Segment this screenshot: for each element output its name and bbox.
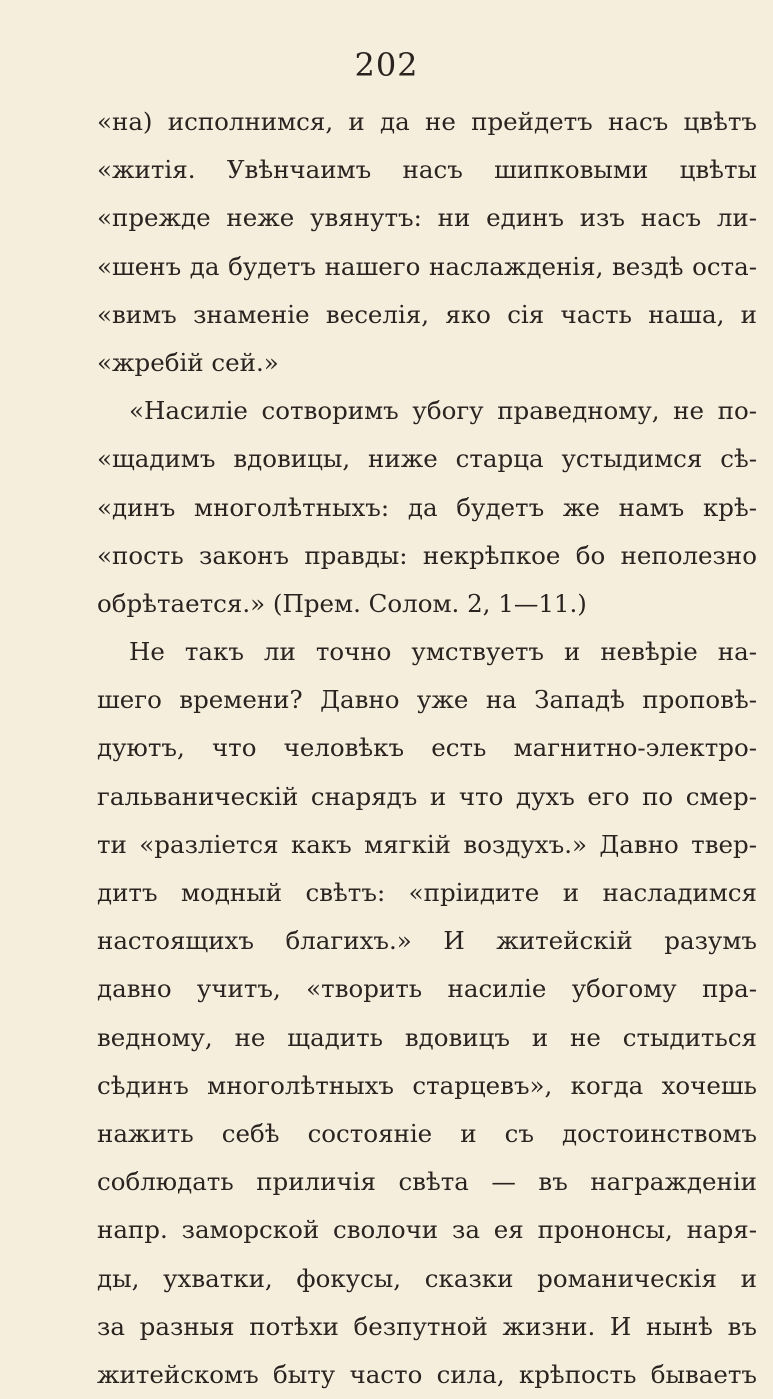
text-line: житейскомъ быту часто сила, крѣпость бываетъ [97,1359,757,1389]
text-line: «на) исполнимся, и да не прейдетъ насъ цвѣтъ [97,107,757,136]
text-line: дитъ модный свѣтъ: «пріидите и насладимся [97,878,757,907]
text-line: соблюдать приличія свѣта — въ награжденіи [97,1167,757,1197]
text-line: давно учитъ, «творить насиліе убогому пра- [97,974,757,1004]
text-line: шего времени? Давно уже на Западѣ проповѣ- [97,685,757,715]
text-line: настоящихъ благихъ.» И житейскій разумъ [97,926,757,956]
text-line: сѣдинъ многолѣтныхъ старцевъ», когда хочешь [97,1070,757,1100]
text-line: «жребій сей.» [97,347,279,377]
text-line: «динъ многолѣтныхъ: да будетъ же намъ крѣ- [97,492,757,522]
text-line: за разныя потѣхи безпутной жизни. И нынѣ въ [97,1311,757,1341]
text-line: ти «разліется какъ мягкій воздухъ.» Давно твер- [97,829,757,859]
paragraph-start-line: Не такъ ли точно умствуетъ и невѣріе на- [129,637,757,667]
text-line: дуютъ, что человѣкъ есть магнитно-электро- [97,733,757,763]
text-line: «вимъ знаменіе веселія, яко сія часть наша, и [97,299,757,329]
text-line: «щадимъ вдовицы, ниже старца устыдимся сѣ- [97,444,757,474]
text-line: ды, ухватки, фокусы, сказки романическія и [97,1263,757,1293]
page-body-text [97,98,757,1399]
text-line: гальваническій снарядъ и что духъ его по смер- [97,781,757,811]
page-number: 202 [354,46,419,84]
paragraph-start-line: «Насиліе сотворимъ убогу праведному, не по- [129,396,757,426]
text-line: ведному, не щадить вдовицъ и не стыдиться [97,1022,757,1052]
text-line: «прежде неже увянутъ: ни единъ изъ насъ ли- [97,203,757,233]
text-line: «пость законъ правды: некрѣпкое бо неполезно [97,540,757,570]
text-line: «житія. Увѣнчаимъ насъ шипковыми цвѣты [97,155,757,185]
text-line: нажить себѣ состояніе и съ достоинствомъ [97,1118,757,1148]
text-line: напр. заморской сволочи за ея прононсы, наря- [97,1215,757,1245]
text-line: «шенъ да будетъ нашего наслажденія, вездѣ оста- [97,251,757,281]
text-line: обрѣтается.» (Прем. Солом. 2, 1—11.) [97,588,587,618]
